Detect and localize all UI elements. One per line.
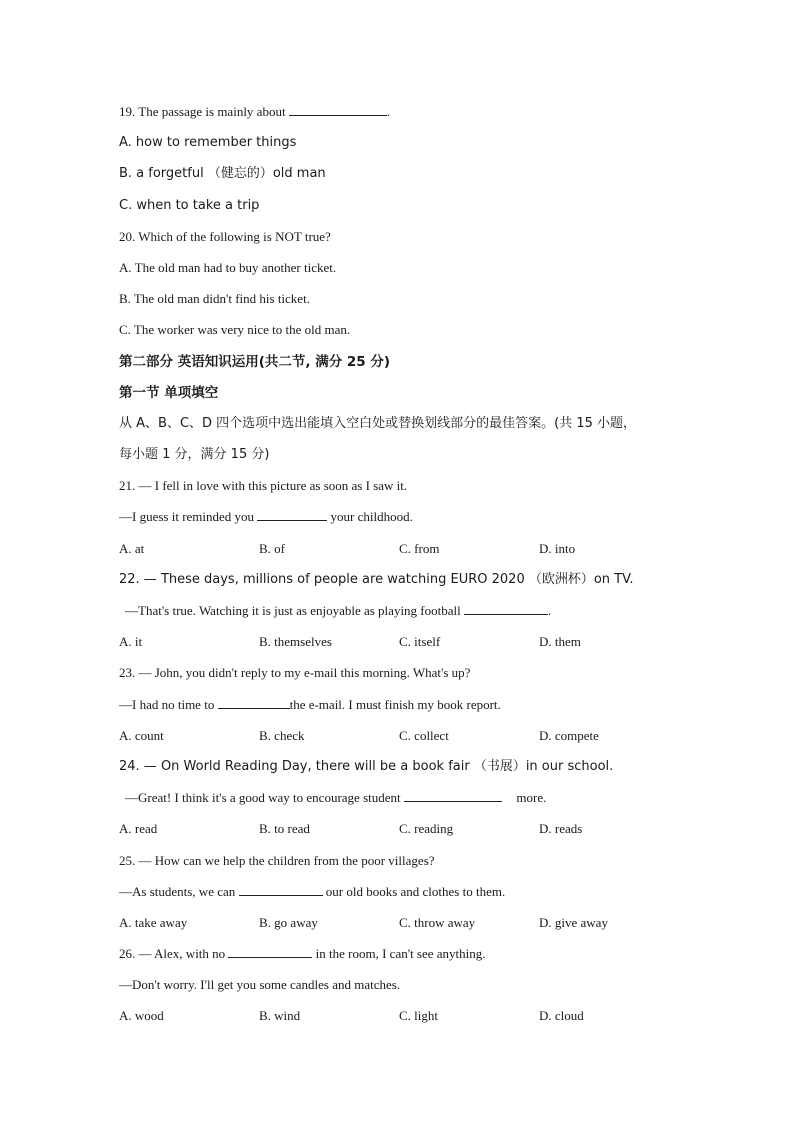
option-b: B. check bbox=[259, 727, 305, 743]
option-b: B. The old man didn't find his ticket. bbox=[119, 291, 310, 307]
question-text: more. bbox=[516, 790, 547, 806]
option-a: A. at bbox=[119, 540, 145, 556]
option-a: A. count bbox=[119, 727, 164, 743]
option-d: D. them bbox=[539, 634, 581, 650]
option-d: D. into bbox=[539, 540, 576, 556]
option-a: A. take away bbox=[119, 914, 188, 930]
question-24-options bbox=[119, 818, 719, 849]
question-23-options bbox=[119, 725, 719, 756]
question-text: —That's true. Watching it is just as enjoyable as playing football bbox=[125, 603, 461, 618]
question-22-line-1: 22. — These days, millions of people are watching EURO 2020 （欧洲杯）on TV. bbox=[119, 571, 634, 587]
option-b: B. wind bbox=[259, 1008, 301, 1024]
option-a: A. it bbox=[119, 634, 143, 650]
question-text: 19. The passage is mainly about bbox=[119, 104, 286, 119]
question-21-line-1: 21. — I fell in love with this picture as soon as I saw it. bbox=[119, 478, 408, 494]
option-b: B. to read bbox=[259, 821, 310, 837]
answer-blank bbox=[404, 787, 502, 802]
option-d: D. compete bbox=[539, 727, 599, 743]
option-b: B. go away bbox=[259, 914, 318, 930]
question-21-options bbox=[119, 538, 719, 569]
question-26-line-2: —Don't worry. I'll get you some candles and matches. bbox=[119, 977, 401, 993]
instructions-line-1: 从 A、B、C、D 四个选项中选出能填入空白处或替换划线部分的最佳答案。(共 15 小题， bbox=[119, 415, 637, 431]
question-26-options bbox=[119, 1005, 719, 1036]
question-21-line-2 bbox=[119, 506, 719, 537]
question-text: your childhood. bbox=[330, 509, 413, 525]
question-text: in the room, I can't see anything. bbox=[315, 946, 486, 962]
option-c: C. from bbox=[399, 540, 440, 556]
question-23-line-2 bbox=[119, 694, 719, 725]
question-text: 26. — Alex, with no bbox=[119, 946, 226, 962]
option-a: A. The old man had to buy another ticket. bbox=[119, 259, 337, 275]
question-19-stem bbox=[119, 101, 719, 132]
option-c: C. when to take a trip bbox=[119, 197, 260, 213]
question-22-line-2 bbox=[119, 600, 719, 631]
question-text: —I guess it reminded you bbox=[119, 509, 255, 525]
option-a: A. how to remember things bbox=[119, 135, 297, 151]
option-d: D. cloud bbox=[539, 1008, 584, 1024]
option-b: B. a forgetful （健忘的）old man bbox=[119, 166, 326, 182]
question-text: . bbox=[548, 603, 552, 618]
question-20-stem: 20. Which of the following is NOT true? bbox=[119, 228, 331, 244]
option-a: A. read bbox=[119, 821, 158, 837]
question-25-line-1: 25. — How can we help the children from the poor villages? bbox=[119, 852, 435, 868]
answer-blank bbox=[239, 881, 323, 896]
option-b: B. themselves bbox=[259, 634, 332, 650]
question-text: the e-mail. I must finish my book report. bbox=[289, 696, 501, 712]
question-24-line-1: 24. — On World Reading Day, there will be a book fair （书展）in our school. bbox=[119, 758, 614, 774]
answer-blank bbox=[289, 101, 387, 116]
question-26-line-1 bbox=[119, 943, 719, 974]
option-d: D. reads bbox=[539, 821, 583, 837]
question-text: —I had no time to bbox=[119, 696, 215, 712]
answer-blank bbox=[218, 694, 290, 709]
question-text: —Great! I think it's a good way to encourage student bbox=[125, 790, 401, 806]
option-c: C. itself bbox=[399, 634, 441, 650]
option-c: C. light bbox=[399, 1008, 439, 1024]
question-25-options bbox=[119, 912, 719, 943]
question-23-line-1: 23. — John, you didn't reply to my e-mail this morning. What's up? bbox=[119, 665, 471, 681]
question-text: . bbox=[386, 104, 391, 119]
question-25-line-2 bbox=[119, 881, 719, 912]
option-c: C. throw away bbox=[399, 914, 476, 930]
answer-blank bbox=[257, 506, 327, 521]
option-c: C. reading bbox=[399, 821, 454, 837]
answer-blank bbox=[464, 600, 548, 615]
question-22-options bbox=[119, 631, 719, 662]
option-c: C. collect bbox=[399, 727, 449, 743]
part-2-title: 第二部分 英语知识运用(共二节, 满分 25 分) bbox=[119, 353, 391, 370]
section-1-title: 第一节 单项填空 bbox=[119, 384, 219, 401]
question-text: our old books and clothes to them. bbox=[325, 883, 506, 899]
exam-page bbox=[119, 101, 719, 1037]
question-24-line-2 bbox=[119, 787, 719, 818]
instructions-line-2: 每小题 1 分，满分 15 分) bbox=[119, 447, 270, 463]
question-text: —As students, we can bbox=[119, 883, 236, 899]
option-a: A. wood bbox=[119, 1008, 164, 1024]
option-d: D. give away bbox=[539, 914, 608, 930]
answer-blank bbox=[228, 943, 312, 958]
option-b: B. of bbox=[259, 540, 285, 556]
option-c: C. The worker was very nice to the old man. bbox=[119, 322, 351, 338]
